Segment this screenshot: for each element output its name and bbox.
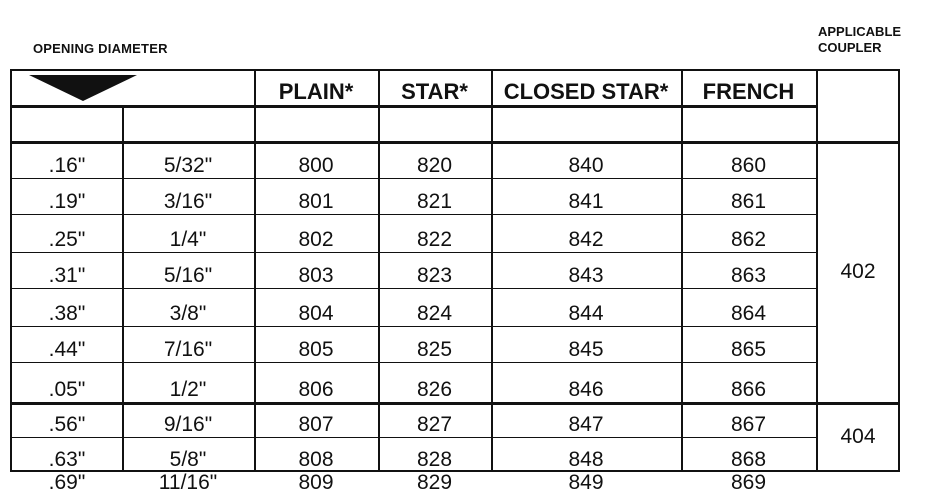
- column-header: FRENCH: [702, 79, 795, 104]
- column-header: CLOSED STAR*: [503, 79, 669, 104]
- table-cell: .25": [48, 228, 86, 251]
- table-cell: .56": [48, 413, 86, 436]
- table-cell: 864: [730, 302, 767, 325]
- table-cell: 802: [298, 228, 334, 251]
- table-cell: 868: [730, 448, 767, 471]
- table-cell: 808: [298, 448, 334, 471]
- table-cell: 861: [730, 190, 767, 213]
- table-cell: 860: [730, 154, 767, 177]
- table-cell: 9/16": [163, 413, 213, 436]
- table-cell: .63": [48, 448, 86, 471]
- table-cell: 804: [298, 302, 334, 325]
- table-cell: .16": [48, 154, 86, 177]
- table-cell: 841: [568, 190, 604, 213]
- table-cell: 847: [568, 413, 604, 436]
- table-cell: 5/8": [169, 448, 207, 471]
- table-cell: 829: [416, 471, 453, 494]
- table-cell: 843: [568, 264, 604, 287]
- table-cell: .05": [48, 378, 86, 401]
- table-cell: 869: [730, 471, 767, 494]
- column-header: PLAIN*: [278, 79, 354, 104]
- table-cell: 809: [298, 471, 334, 494]
- table-cell: 7/16": [163, 338, 213, 361]
- table-cell: .69": [48, 471, 86, 494]
- applicable-coupler-label: [818, 24, 901, 56]
- table-cell: 803: [298, 264, 334, 287]
- table-cell: 826: [416, 378, 453, 401]
- column-header: STAR*: [401, 79, 468, 104]
- table-cell: 820: [416, 154, 453, 177]
- table-cell: 845: [568, 338, 604, 361]
- table-cell: 862: [730, 228, 767, 251]
- table-cell: 3/8": [169, 302, 207, 325]
- table-cell: 11/16": [158, 471, 218, 494]
- table-cell: 849: [568, 471, 604, 494]
- header-divider: [12, 105, 816, 108]
- table-cell: 867: [730, 413, 767, 436]
- table-cell: 1/4": [169, 228, 207, 251]
- table-cell: 825: [416, 338, 453, 361]
- opening-diameter-label: OPENING DIAMETER: [33, 41, 168, 56]
- table-cell: 805: [298, 338, 334, 361]
- table-cell: 807: [298, 413, 334, 436]
- table-cell: 842: [568, 228, 604, 251]
- table-cell: 844: [568, 302, 604, 325]
- table-cell: 5/32": [163, 154, 213, 177]
- table-cell: 863: [730, 264, 767, 287]
- coupler-value: 402: [840, 259, 876, 283]
- table-cell: .44": [48, 338, 86, 361]
- applicable-coupler-line1: APPLICABLE: [818, 24, 902, 39]
- table-cell: 822: [416, 228, 453, 251]
- table-cell: 800: [298, 154, 334, 177]
- table-cell: 823: [416, 264, 453, 287]
- table-cell: 5/16": [163, 264, 213, 287]
- table-cell: 840: [568, 154, 604, 177]
- coupler-value: 404: [840, 425, 876, 448]
- table-cell: .19": [48, 190, 86, 213]
- table-cell: 828: [416, 448, 453, 471]
- table-cell: 801: [298, 190, 334, 213]
- applicable-coupler-line2: COUPLER: [818, 40, 882, 55]
- table-cell: 865: [730, 338, 767, 361]
- table-cell: 3/16": [163, 190, 213, 213]
- table-cell: 848: [568, 448, 604, 471]
- table-cell: 846: [568, 378, 604, 401]
- table-cell: 821: [416, 190, 453, 213]
- table-cell: 1/2": [169, 378, 207, 401]
- table-cell: .31": [48, 264, 86, 287]
- table-cell: 824: [416, 302, 453, 325]
- table-cell: 827: [416, 413, 453, 436]
- table-cell: 866: [730, 378, 767, 401]
- table-cell: .38": [48, 302, 86, 325]
- table-cell: 806: [298, 378, 334, 401]
- down-arrow-icon: [29, 75, 137, 101]
- opening-diameter-table: [10, 69, 900, 494]
